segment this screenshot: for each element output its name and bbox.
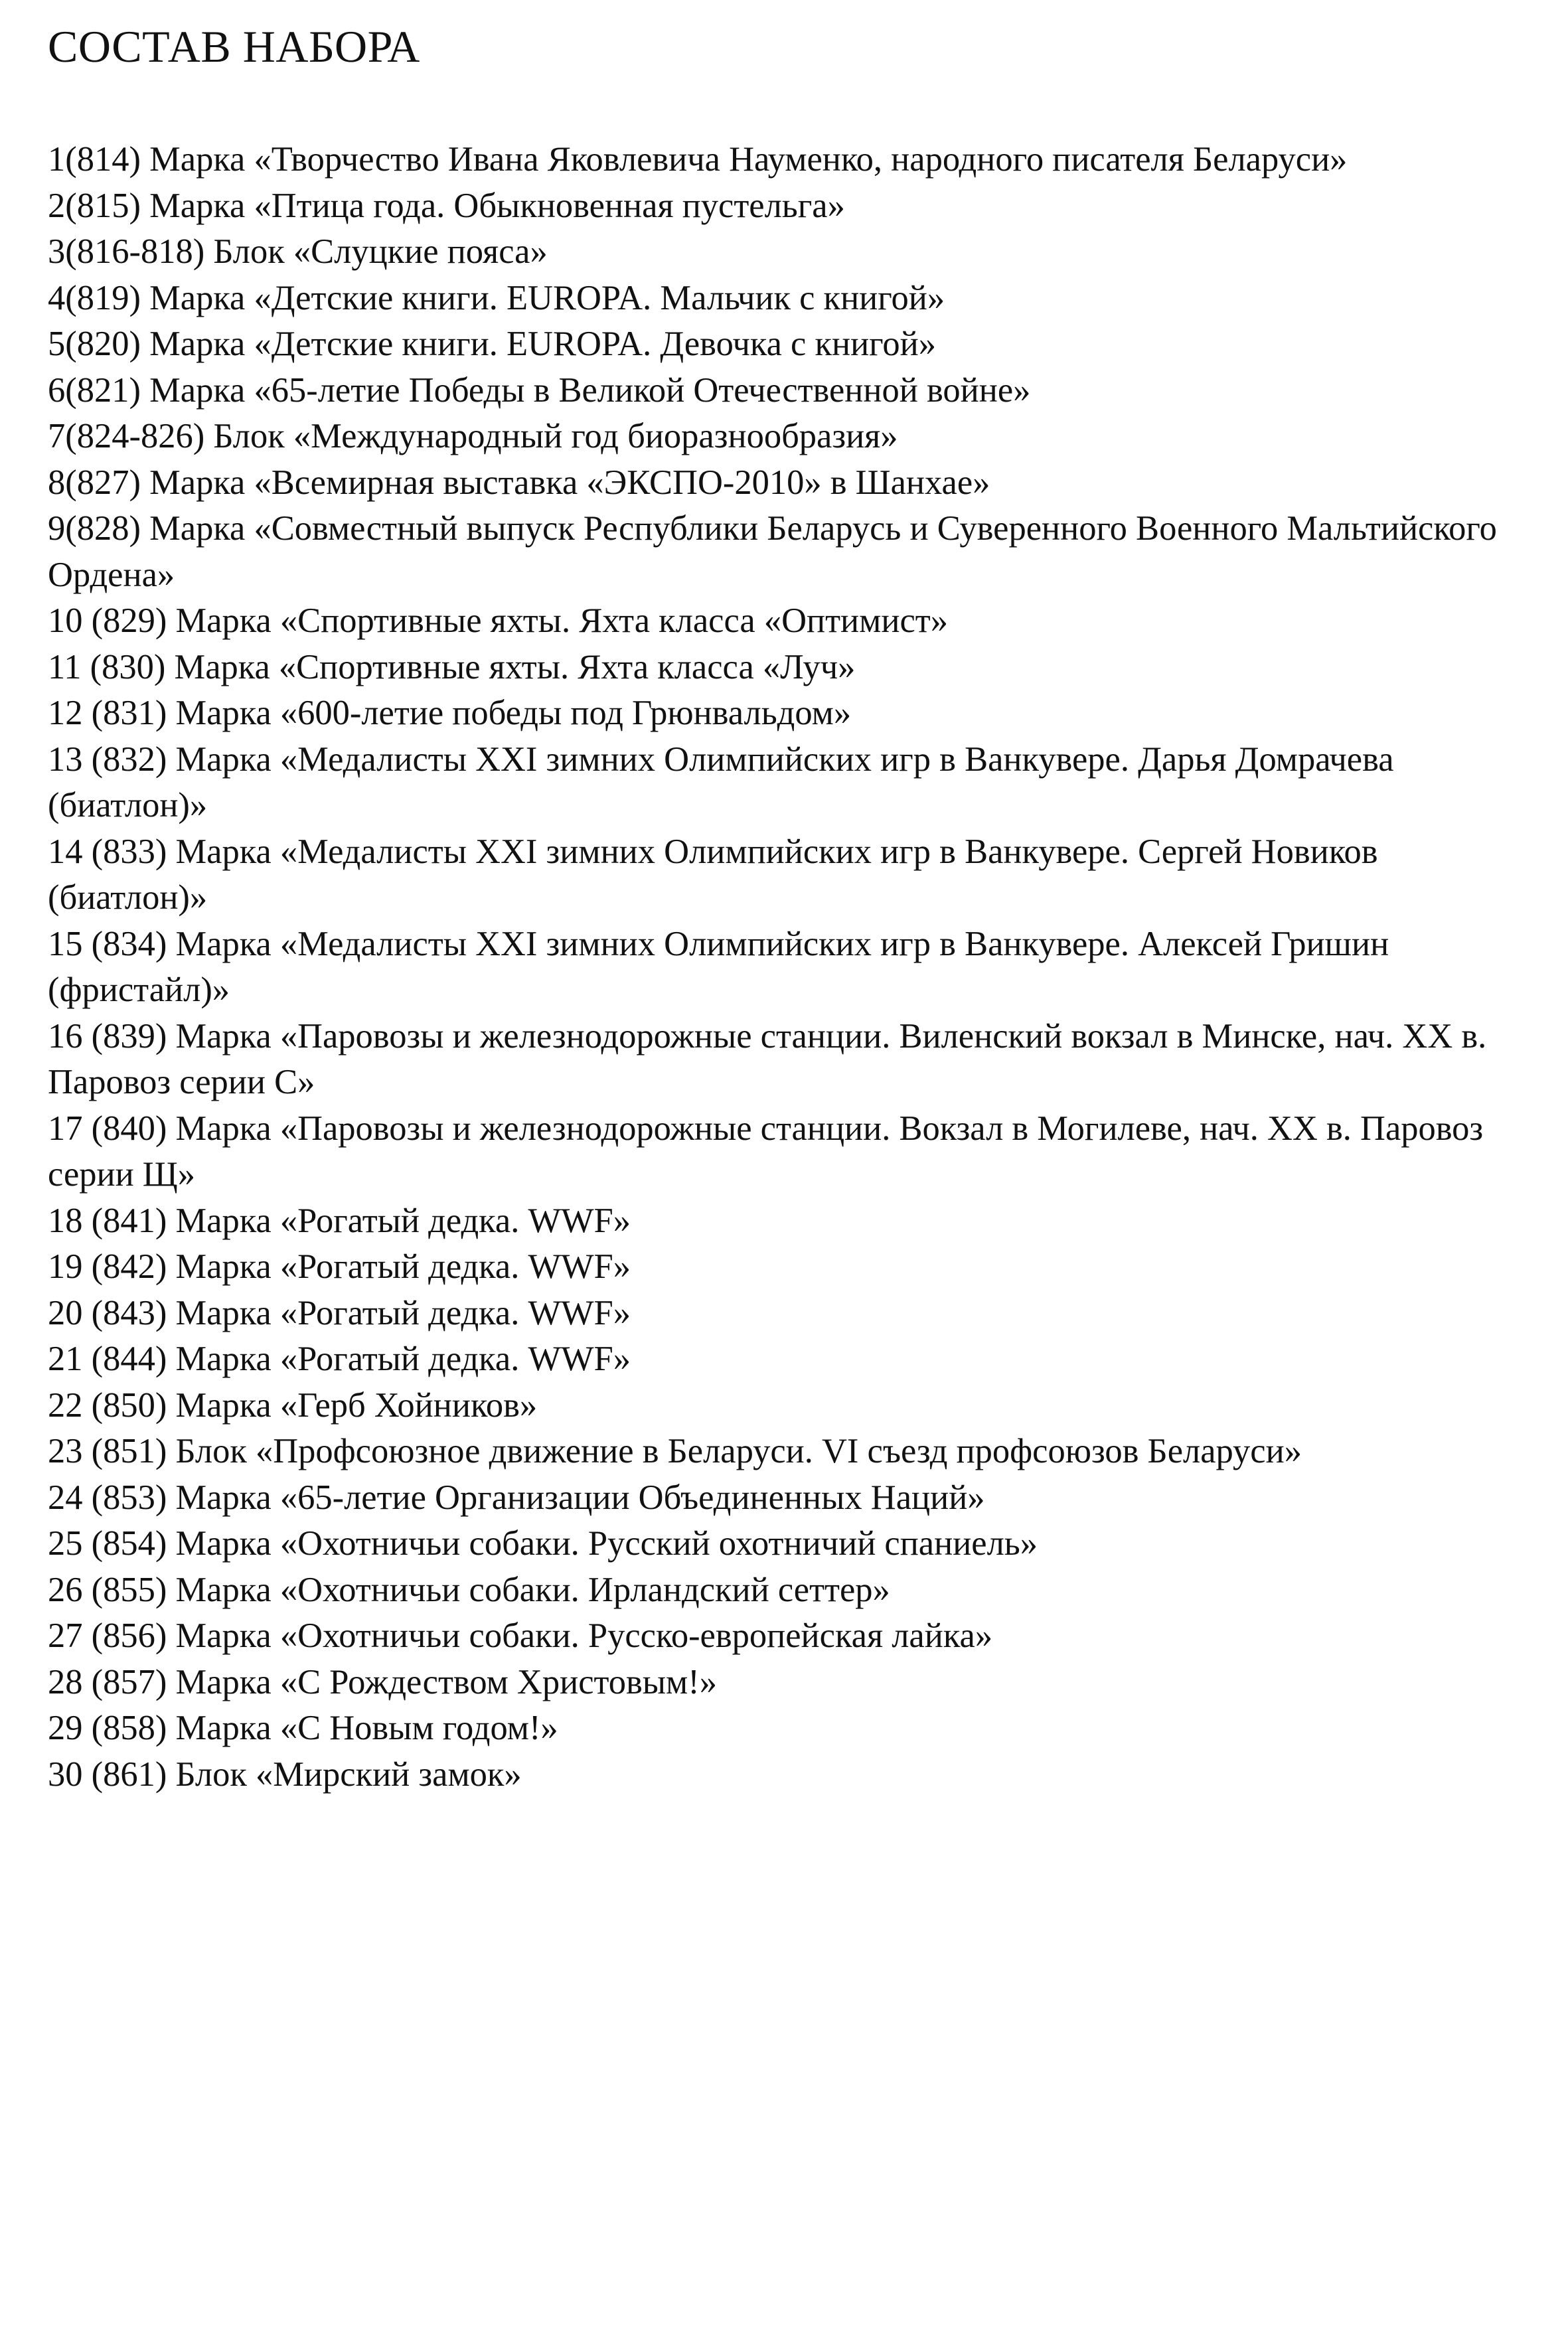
list-item: 15 (834) Марка «Медалисты XXI зимних Олимпийских игр в Ванкувере. Алексей Гришин (фристайл)»	[48, 924, 1389, 1009]
list-item: 14 (833) Марка «Медалисты XXI зимних Олимпийских игр в Ванкувере. Сергей Новиков (биатлон)»	[48, 832, 1378, 917]
page-title: СОСТАВ НАБОРА	[48, 21, 420, 72]
list-item: 8(827) Марка «Всемирная выставка «ЭКСПО-2010» в Шанхае»	[48, 463, 990, 502]
list-item: 7(824-826) Блок «Международный год биоразнообразия»	[48, 417, 898, 455]
list-item: 9(828) Марка «Совместный выпуск Республики Беларусь и Суверенного Военного Мальтийского Ордена»	[48, 509, 1497, 594]
list-item: 19 (842) Марка «Рогатый дедка. WWF»	[48, 1247, 631, 1286]
list-item: 20 (843) Марка «Рогатый дедка. WWF»	[48, 1293, 631, 1332]
list-item: 5(820) Марка «Детские книги. EUROPA. Девочка с книгой»	[48, 325, 936, 363]
list-item: 3(816-818) Блок «Слуцкие пояса»	[48, 232, 548, 271]
list-item: 27 (856) Марка «Охотничьи собаки. Русско-европейская лайка»	[48, 1616, 993, 1655]
list-item: 16 (839) Марка «Паровозы и железнодорожные станции. Виленский вокзал в Минске, нач. XX в. Паровоз серии С»	[48, 1016, 1487, 1101]
list-item: 25 (854) Марка «Охотничьи собаки. Русский охотничий спаниель»	[48, 1524, 1038, 1563]
list-item: 22 (850) Марка «Герб Хойников»	[48, 1385, 538, 1425]
list-item: 24 (853) Марка «65-летие Организации Объединенных Наций»	[48, 1478, 985, 1517]
list-item: 17 (840) Марка «Паровозы и железнодорожные станции. Вокзал в Могилеве, нач. XX в. Паровоз серии Щ»	[48, 1109, 1484, 1194]
list-item: 2(815) Марка «Птица года. Обыкновенная пустельга»	[48, 186, 845, 225]
list-item: 6(821) Марка «65-летие Победы в Великой Отечественной войне»	[48, 370, 1031, 410]
contents-list	[48, 137, 1522, 1798]
list-item: 18 (841) Марка «Рогатый дедка. WWF»	[48, 1201, 631, 1240]
list-item: 21 (844) Марка «Рогатый дедка. WWF»	[48, 1340, 631, 1378]
list-item: 13 (832) Марка «Медалисты XXI зимних Олимпийских игр в Ванкувере. Дарья Домрачева (биатлон)»	[48, 740, 1394, 824]
list-item: 11 (830) Марка «Спортивные яхты. Яхта класса «Луч»	[48, 647, 856, 686]
document-page	[48, 20, 1522, 1798]
list-item: 30 (861) Блок «Мирский замок»	[48, 1755, 522, 1794]
list-item: 28 (857) Марка «С Рождеством Христовым!»	[48, 1662, 718, 1701]
list-item: 23 (851) Блок «Профсоюзное движение в Беларуси. VI съезд профсоюзов Беларуси»	[48, 1432, 1302, 1470]
list-item: 4(819) Марка «Детские книги. EUROPA. Мальчик с книгой»	[48, 278, 945, 317]
list-item: 29 (858) Марка «С Новым годом!»	[48, 1709, 558, 1747]
list-item: 10 (829) Марка «Спортивные яхты. Яхта класса «Оптимист»	[48, 601, 948, 640]
list-item: 26 (855) Марка «Охотничьи собаки. Ирландский сеттер»	[48, 1570, 890, 1609]
list-item: 12 (831) Марка «600-летие победы под Грюнвальдом»	[48, 694, 852, 732]
list-item: 1(814) Марка «Творчество Ивана Яковлевича Науменко, народного писателя Беларуси»	[48, 140, 1348, 179]
